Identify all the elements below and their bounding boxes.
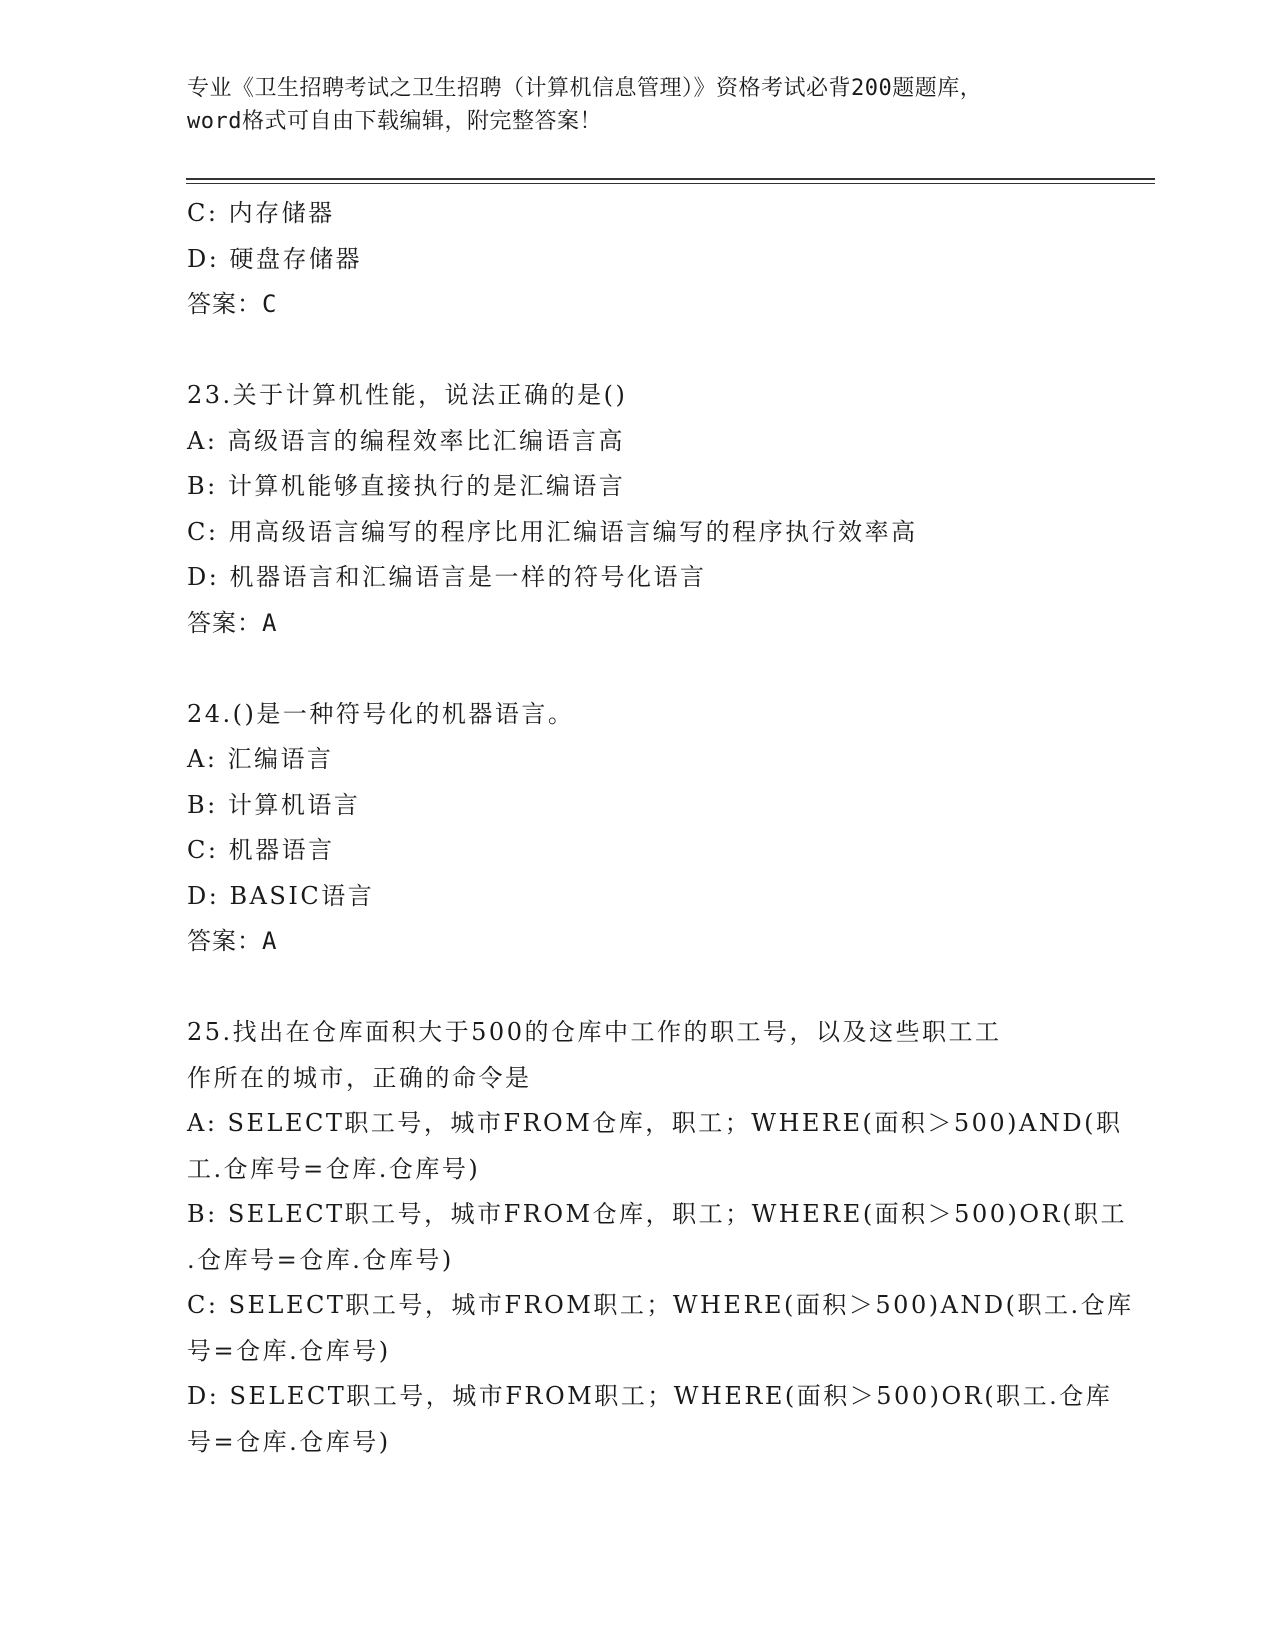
option-a: A: 高级语言的编程效率比汇编语言高 <box>187 426 626 455</box>
question-25 <box>187 1010 1134 1465</box>
spacer <box>187 328 1087 374</box>
option-b-line-2: .仓库号=仓库.仓库号) <box>187 1245 454 1274</box>
spacer <box>187 965 1087 1011</box>
option-b: B: 计算机能够直接执行的是汇编语言 <box>187 472 626 500</box>
answer: 答案：A <box>187 927 278 955</box>
option-a: A: 汇编语言 <box>187 745 334 773</box>
question-23 <box>187 373 1087 646</box>
option-d: D: 机器语言和汇编语言是一样的符号化语言 <box>187 563 707 591</box>
question-stem: 24.()是一种符号化的机器语言。 <box>187 699 575 728</box>
option-c: C: 用高级语言编写的程序比用汇编语言编写的程序执行效率高 <box>187 517 918 546</box>
option-c: C: 机器语言 <box>187 836 335 864</box>
option-d: D: BASIC语言 <box>187 881 375 910</box>
document-header <box>187 72 1087 138</box>
answer: 答案：A <box>187 608 278 637</box>
option-b-line-1: B: SELECT职工号，城市FROM仓库，职工；WHERE(面积＞500)OR(职工 <box>187 1200 1127 1228</box>
document-body <box>187 191 1134 1465</box>
header-line-2: word格式可自由下载编辑，附完整答案！ <box>187 109 602 134</box>
option-d: D: 硬盘存储器 <box>187 244 362 273</box>
spacer <box>187 646 1087 692</box>
header-rule-thin <box>186 183 1155 184</box>
header-rule-thick <box>186 178 1155 180</box>
option-a-line-1: A: SELECT职工号，城市FROM仓库，职工；WHERE(面积＞500)AND(职 <box>187 1109 1123 1137</box>
question-24 <box>187 692 1087 965</box>
option-c-line-2: 号=仓库.仓库号) <box>187 1336 391 1365</box>
question-stem-line-1: 25.找出在仓库面积大于500的仓库中工作的职工号，以及这些职工工 <box>187 1018 1002 1046</box>
option-a-line-2: 工.仓库号=仓库.仓库号) <box>187 1154 481 1183</box>
question-stem: 23.关于计算机性能，说法正确的是() <box>187 381 628 409</box>
question-22-tail <box>187 191 1087 328</box>
header-line-1: 专业《卫生招聘考试之卫生招聘（计算机信息管理）》资格考试必背200题题库， <box>187 76 983 101</box>
option-c-line-1: C: SELECT职工号，城市FROM职工；WHERE(面积＞500)AND(职工.仓库 <box>187 1291 1134 1319</box>
answer: 答案：C <box>187 290 278 318</box>
question-stem-line-2: 作所在的城市，正确的命令是 <box>187 1063 532 1092</box>
option-b: B: 计算机语言 <box>187 790 361 819</box>
option-c: C: 内存储器 <box>187 199 335 227</box>
option-d-line-1: D: SELECT职工号，城市FROM职工；WHERE(面积＞500)OR(职工.仓库 <box>187 1382 1113 1410</box>
option-d-line-2: 号=仓库.仓库号) <box>187 1427 391 1456</box>
